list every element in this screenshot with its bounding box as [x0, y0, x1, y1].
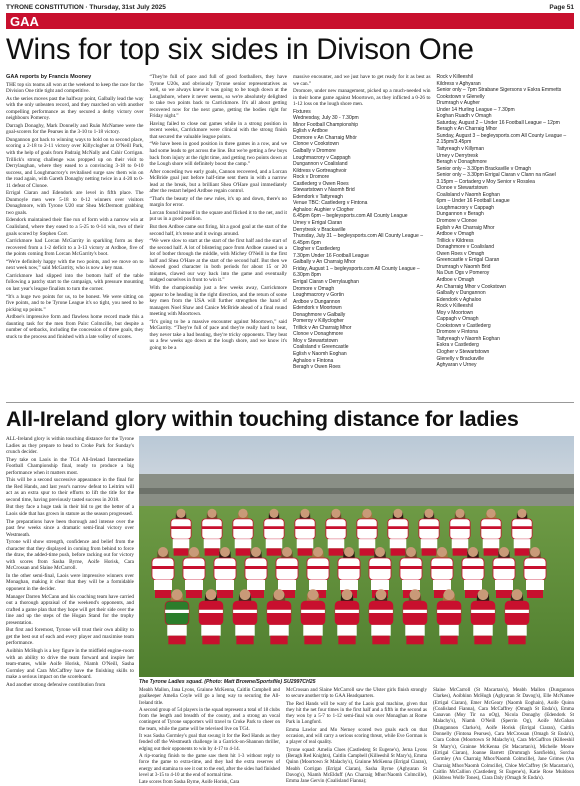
paragraph: And another strong defensive contribution from — [6, 681, 106, 688]
paragraph: Edendork maintained their fine run of form with a narrow win at Coalisland, where they eased to a 5-25 to 0-14 win, two of their goals scored by Stephen Corr. — [6, 217, 144, 237]
story1-col-4 — [437, 74, 575, 400]
paragraph: Tyrone will show strength, confidence and belief from the character that they displayed in coming from behind to force the draw, the added-time push, before racking out for victory with scores from Sasha Byrne, Aoife Horisk, Cara McCrossan and Slaine McCarroll. — [6, 539, 134, 572]
paragraph: Aoibhin McHugh is a key figure in the midfield engine-room with an ability to drive the team forward and inspire her team-mates, while Aoife Horisk, Niamh O'Neill, Sasha Gormley and Cara McCaffrey have the finishing skills to make a serious impact on the scoreboard. — [6, 647, 134, 681]
paragraph: “They're full of pace and full of good footballers, they have Tyrone U20s, and obviously Tyrone senior representatives as well, so we always knew it was going to be tough down at the Loughshore, where it never seems, so we're absolutely delighted to take two points back to Carrickmore. It's all about getting recovered now for the next game, getting the bodies right for Friday night.” — [149, 74, 287, 120]
paragraph: Carrickmore had Lorcan McGarrity in sparkling form as they recovered from a 1-2 deficit to a 3-13 victory at Ardboe, five of the points coming from Lorcan McGarrity's boot. — [6, 238, 144, 258]
story1-col3-paras — [293, 74, 431, 108]
paragraph: In the other semi-final, Laois were impressive winners over Monaghan, making it clear that they will be a formidable opponent in the decider. — [6, 572, 134, 593]
story2-bottom-col-1 — [139, 688, 280, 786]
paragraph: Manager Darren McCann and his coaching team have carried out a thorough appraisal of the weekend's opponents, and crafted a game plan that they hope will get their side over the line and up the steps of the Hogan Stand for the trophy presentation. — [6, 593, 134, 626]
headline-main: Wins for top six sides in Divison One — [6, 33, 474, 66]
paragraph: “We have been in good position in three games in a row, and we had some leads to get across the line. But we're getting a few boys back from injury at the right time, and getting two points down at the Lough shore will definitely boost the camp.” — [149, 141, 288, 168]
paragraph: A rip-roaring finish to the game saw them hit 1-3 without reply to force the game to extra-time, and they had the extra reserves of energy and stamina to see it out to the end, after the sides had finished level at 3-15 to 4-10 at the end of normal time. — [139, 753, 280, 778]
story1-col-1 — [6, 74, 144, 400]
story2-bottom-col3-paras — [433, 688, 574, 782]
story2-bottom-columns — [139, 688, 574, 786]
paragraph: The Red Hands will be wary of the Laois goal machine, given that they hit the net four times in the first half and a fifth in the second as they won by a 5-7 to 1-12 semi-final win over Monaghan at Rome Park in Longford. — [286, 701, 427, 726]
story2-bottom-col2-paras — [286, 688, 427, 785]
header-publication: TYRONE CONSTITUTION · Thursday, 31st July 2025 — [6, 3, 166, 11]
story2-left-paras — [6, 436, 134, 688]
paragraph: McCrossan and Slaine McCarroll saw the Ulster girls finish strongly to secure another trip to GAA Headquarters. — [286, 688, 427, 700]
paragraph: They take on Laois in the TG4 All-Ireland Intermediate Football Championship final, ready to produce a big performance when it matters most. — [6, 456, 134, 476]
paragraph: ALL-Ireland glory is within touching distance for the Tyrone Ladies as they prepare to head to Croke Park for Sunday's crunch decider. — [6, 436, 134, 456]
paragraph: But then Ardboe came out firing, hit a good goal at the start of the second half, it's tense and it swings around. — [149, 224, 287, 237]
section-band — [6, 13, 574, 29]
paragraph: Ardboe's impressive form and flawless home record made this a daunting task for the men from Pairc Colmcille, but despite a number of setbacks, including the concession of three goals, they stuck to the process and finished with a late volley of scores. — [6, 314, 144, 340]
story1-col2-paras — [150, 74, 288, 351]
paragraph: Emma Lawlor and Mo Nerney scored two goals each on that occasion, and will carry a serious scoring threat, while Eve Gorman is a player of real quality. — [286, 727, 427, 746]
paragraph: “That's the beauty of the new rules, it's up and down, there's no margin for error. — [149, 195, 287, 209]
paragraph: Tyrone squad: Amelia Cloes (Castlederg St Eugene's), Jerna Lyons (Beragh Red Knights), Caitlin Campbell (Killeeshil St Mary's), Emma Quinn (Moortown St Malachy's), Grainne McKenna (Errigal Ciaran), Meabh Corrigan (Errigal Ciaran), Sasha Byrne (Aghyaran St Davog's), Niamh McElduff (An Charraig Mhor/Naomh Colmcille), Emma Jane Gervin (Coalisland Fianna); — [286, 747, 427, 785]
header-page-number: Page 51 — [549, 3, 574, 11]
story2-bottom-col-2 — [286, 688, 427, 785]
story1-col-2 — [150, 74, 288, 400]
paragraph: A second group of 54 players in the squad represent a total of 18 clubs from the length and breadth of the county, and a strong an vocal contingent of Tyrone supporters will travel to Croke Park to cheer on the team, while the game will be televised live on TG4. — [139, 707, 280, 732]
paragraph: With the championship just a few weeks away, Carrickmore appear to be heading in the right direction, and the return of some key men from the USA will further strengthen the hand of managers Noel Shaw and Canice McBride ahead of a final round meeting with Moortown. — [149, 284, 287, 318]
story2-bottom-col1-paras — [139, 688, 280, 786]
paragraph: THE top six teams all won at the weekend to keep the race for the Division One title tight and competitive. — [6, 81, 144, 95]
paragraph: “It's a huge two points for us, to be honest. We were sitting on five points, and to be Tyrone League it's so tight, you need to be picking up points.” — [6, 293, 144, 313]
paragraph: It was Sasha Gormley's goal that swung it for the Red Hands as they fended off the Westmeath challenge in a Garrick-on-Shannon thriller, edging out their opponents to win by 4-17 to 4-14. — [139, 734, 280, 752]
paragraph: massive encounter, and we just have to get ready for it as best as we can.” — [293, 74, 431, 87]
page-header — [6, 2, 574, 12]
paragraph: Meabh Mallon, Jana Lyons, Grainne McKenna, Caitlin Campbell and goalkeeper Amelia Coyle will go a long way to securing the All-Ireland title. — [139, 688, 280, 706]
paragraph: Slaine McCarroll (St Macartan's), Meabh Mallon (Dungannon Clarkes), Aoibhinn McHugh (Aghyaran St Davog's), Elle McNamee (Errigal Ciaran), Emer McGeary (Naomh Eoghain), Aoife Quinn (Coalisland Fianna), Cara McCaffrey (Omagh St Enda's), Emma Canavan (Moy Tir na nOg), Nicola Donaghy (Edendork St Malachy's), Niamh O'Neill (Sperrin Og), Aoife McGahan (Dungannon Clarke's), Aoife Horisk (Errigal Ciaran), Caitlin Donnelly (Fintona Pearses), Cara McCrossan (Omagh St Enda's), Ciara Colton (Moortown St Malachy's), Cara McGaffron (Killeeshil St Mary's), Grainne McKenna (St Macartan's), Michelle Moore (Errigal Ciaran), Joanne Barrett (Drumragh Sarsfields), Sorcha Gormley (An Charraig Mhor/Naomh Colmcille), Jane Grimes (An Charraig Mhor/Naomh Colmcille), Chloe McCaffrey (St Macartan's), Caitlin McCallion (Castlederg St Eugene's), Katie Rose Muldoon (Kildress Wolfe Tones), Ciara Daly (Omagh St Enda's). — [433, 688, 574, 782]
paragraph: As the series moves past the halfway point, Galbally lead the way with the only unbeaten record, and they marched on with another compelling performance as they secured a derby victory over neighbours Pomeroy. — [6, 95, 144, 122]
paragraph: The preparations have been thorough and intense over the past few weeks since a dramatic semi-final victory over Westmeath. — [6, 518, 134, 538]
fixtures-list-1: Fixtures Wednesday, July 30 - 7.30pm Minor Football Championship Eglish v Ardboe Dromore v An Charraig Mhór Clonoe v Cookstown Galbally v Dromore Loughmacrory v Cappagh Dungannon v Coalisland Kildress v Gortreaghvoir Rock v Dromore Castlederg v Owen Roes Stewartstown v Naomh Brid Edendork v Tattyreagh Venue TBC: Castlederg v Fintona Aghaloo: Aughier v Clogher 6.45pm 6pm – begleysports.com All County League Urney v Errigal Ciaran Derrytresk v Brackaville Thursday, July 31 – begleysports.com All County League – 6.45pm 6pm Clogher v Castlederg 7.30pm Under 16 Football League Galbally v An Charraig Mhor Friday, August 1 – begleysports.com All County League – 6.30pm 8pm Errigal Ciaran v Derrylaughan Dromore v Omagh Loughmacrory v Gortin Ardboe v Dungannon Edendork v Moortown Donaghmore v Galbally Pomeroy v Killyclogher Trillick v An Charraig Mhor Clonoe v Donaghmore Moy v Stewartstown Coalisland v Greencastle Eglish v Naomh Eoghan Aghaloo v Fintona Beragh v Owen Roes — [293, 108, 423, 371]
paragraph: Errigal Ciaran and Edendork are level in fifth place. The Dunmoyle men were 5-18 to 0-12 winners over visitors Donaghmore, with Tyrone U20 star Shea McDermott grabbing two goals. — [6, 190, 144, 216]
story1-columns — [6, 74, 574, 400]
paragraph: “We were slow to start at the start of the first half and the start of the second half. A lot of blistering pace from Ardboe caused us a lot of bother through the middle, with Michey O'Neill in the first half and Shea O'Hare at the start of the second half. But then we showed good character in both periods for about 15 or 20 minutes, clawed our way back into the game and eventually nudged ourselves in front to win it.” — [149, 238, 287, 284]
byline: GAA reports by Francis Mooney — [6, 74, 92, 80]
photo-caption: The Tyrone Ladies squad. (Photo: Matt Browne/Sportsfile) SU2997CH25 — [139, 679, 316, 685]
paragraph: Carrickmore had slipped into the bottom half of the table following a patchy start to the campaign, with pressure mounting on last year's league finalists to turn the corner. — [6, 272, 144, 292]
paragraph: Late scores from Sasha Byrne, Aoife Horisk, Cara — [139, 780, 240, 786]
section-label: GAA — [10, 14, 39, 29]
section-divider — [6, 402, 574, 403]
fixtures-list-2: Rock v Killeeshil Kildress v Aghyaran Senior only – 7pm Strabane Sigersons v Eskra Emmetts Cookstown v Glenelly Drumragh v Augher Under 14 Hurling League – 7.30pm Eoghan Ruadh v Omagh Saturday, August 2 – Under 16 Football League – 12pm Beragh v An Charraig Mhor Sunday, August 3 – begleysports.com All County League – 2.15pm/3.45pm Tattyreagh v Killyman Urney v Derrytresk Beragh v Donaghmore Senior only – 3.30pm Brackaville v Omagh Senior only – 3.30pm Errigal Ciaran v Clann na nGael 3.15pm – Cortaderg v Moy Senior v Rosslea Clonoe v Stewartstown Coalisland v Naomh Eoghan 6pm – Under 16 Football League Loughmacrory v Cappagh Dungannon v Beragh Dromore v Clonoe Eglish v An Charraig Mhor Ardboe v Omagh Trillick v Kildress Donaghmore v Coalisland Owen Roes v Omagh Greencastle v Errigal Ciaran Drumragh v Naomh Brid Na Dun Ogs v Pomeroy Ardboe v Omagh An Charraig Mhor v Cookstown Galbally v Dungannon Edendork v Aghaloo Rock v Killeeshil Moy v Moortown Cappagh v Omagh Cookstown v Castlederg Dromore v Fintona Tattyreagh v Naomh Eoghan Eskra v Castlederg Clogher v Stewartstown Glenelly v Brackaville Aghyaran v Urney — [436, 74, 567, 369]
paragraph: This will be a second successive appearance in the final for the Red Hands, and last year's narrow defeat to Leitrim will act as an extra spur to their efforts to lift the title for the second time, having previously tasted success in 2018. — [6, 477, 134, 503]
paragraph: Lorcan found himself in the square and flicked it to the net, and it put us in a good position. — [149, 209, 287, 223]
story2-left-col — [6, 436, 134, 734]
story2-bottom-col-3 — [433, 688, 574, 782]
team-photo — [139, 436, 574, 677]
paragraph: Having failed to close out games while in a strong position in recent weeks, Carrickmore were clinical with the strong finish that secured the valuable league points. — [149, 120, 287, 140]
headline-ladies: All-Ireland glory within touching distance for ladies — [6, 407, 519, 431]
paragraph: “We're definitely happy with the two points, and we move on to next week now,” said McGarrity, who is now a key man. — [6, 258, 144, 272]
story1-col-3 — [293, 74, 431, 400]
paragraph: Dungannon got back to winning ways to hold on to second place, scoring a 2-18 to 2-11 victory over Killyclogher at O'Neill Park, with the help of goals from Padraig McNally and Cahir Corrigan. Trillick's strong challenge was propped up on their visit to Derrylaughan, where they eased to a convincing 3-18 to 0-10 success, and Loughmacrory's revitalised surge saw them win on the road again, with Gareth Donaghy netting twice in a 4-20 to 0-11 defeat of Clonoe. — [6, 136, 144, 189]
paragraph: But first and foremost, Tyrone will trust their own ability to get the best out of each and every player and maximise team performance. — [6, 627, 134, 647]
paragraph: Darragh Donaghy, Mark Donnelly and Ruán McNamee were the goal-scorers for the Pearses in the 3-10 to 1-18 victory. — [6, 122, 144, 136]
paragraph: Dromore, under new management, picked up a much-needed win in their home game against Moortown, as they inflicted a 0-26 to 1-12 loss on the lough shore men. — [293, 88, 431, 108]
paragraph: “It's going to be a massive encounter against Moortown,” said McGarrity. “They're full of pace and they're really hard to beat, they never take a bad beating, they're tricky opponents. They beat us a few weeks ago down at the lough shore, and we know it's going to be a — [149, 318, 287, 351]
team-photo-image — [139, 436, 574, 677]
paragraph: But they face a huge task in their bid to get the better of a Laois side that has grown in stature as the season progressed. — [6, 504, 134, 518]
story1-col1-paras — [6, 82, 144, 341]
paragraph: After conceding two early goals, Cannon recovered, and a Lorcan McBride goal just before half-time sent them in with a narrow lead at the break, but a brilliant Shea O'Hare goal immediately after the restart helped Ardboe regain control. — [149, 168, 287, 195]
